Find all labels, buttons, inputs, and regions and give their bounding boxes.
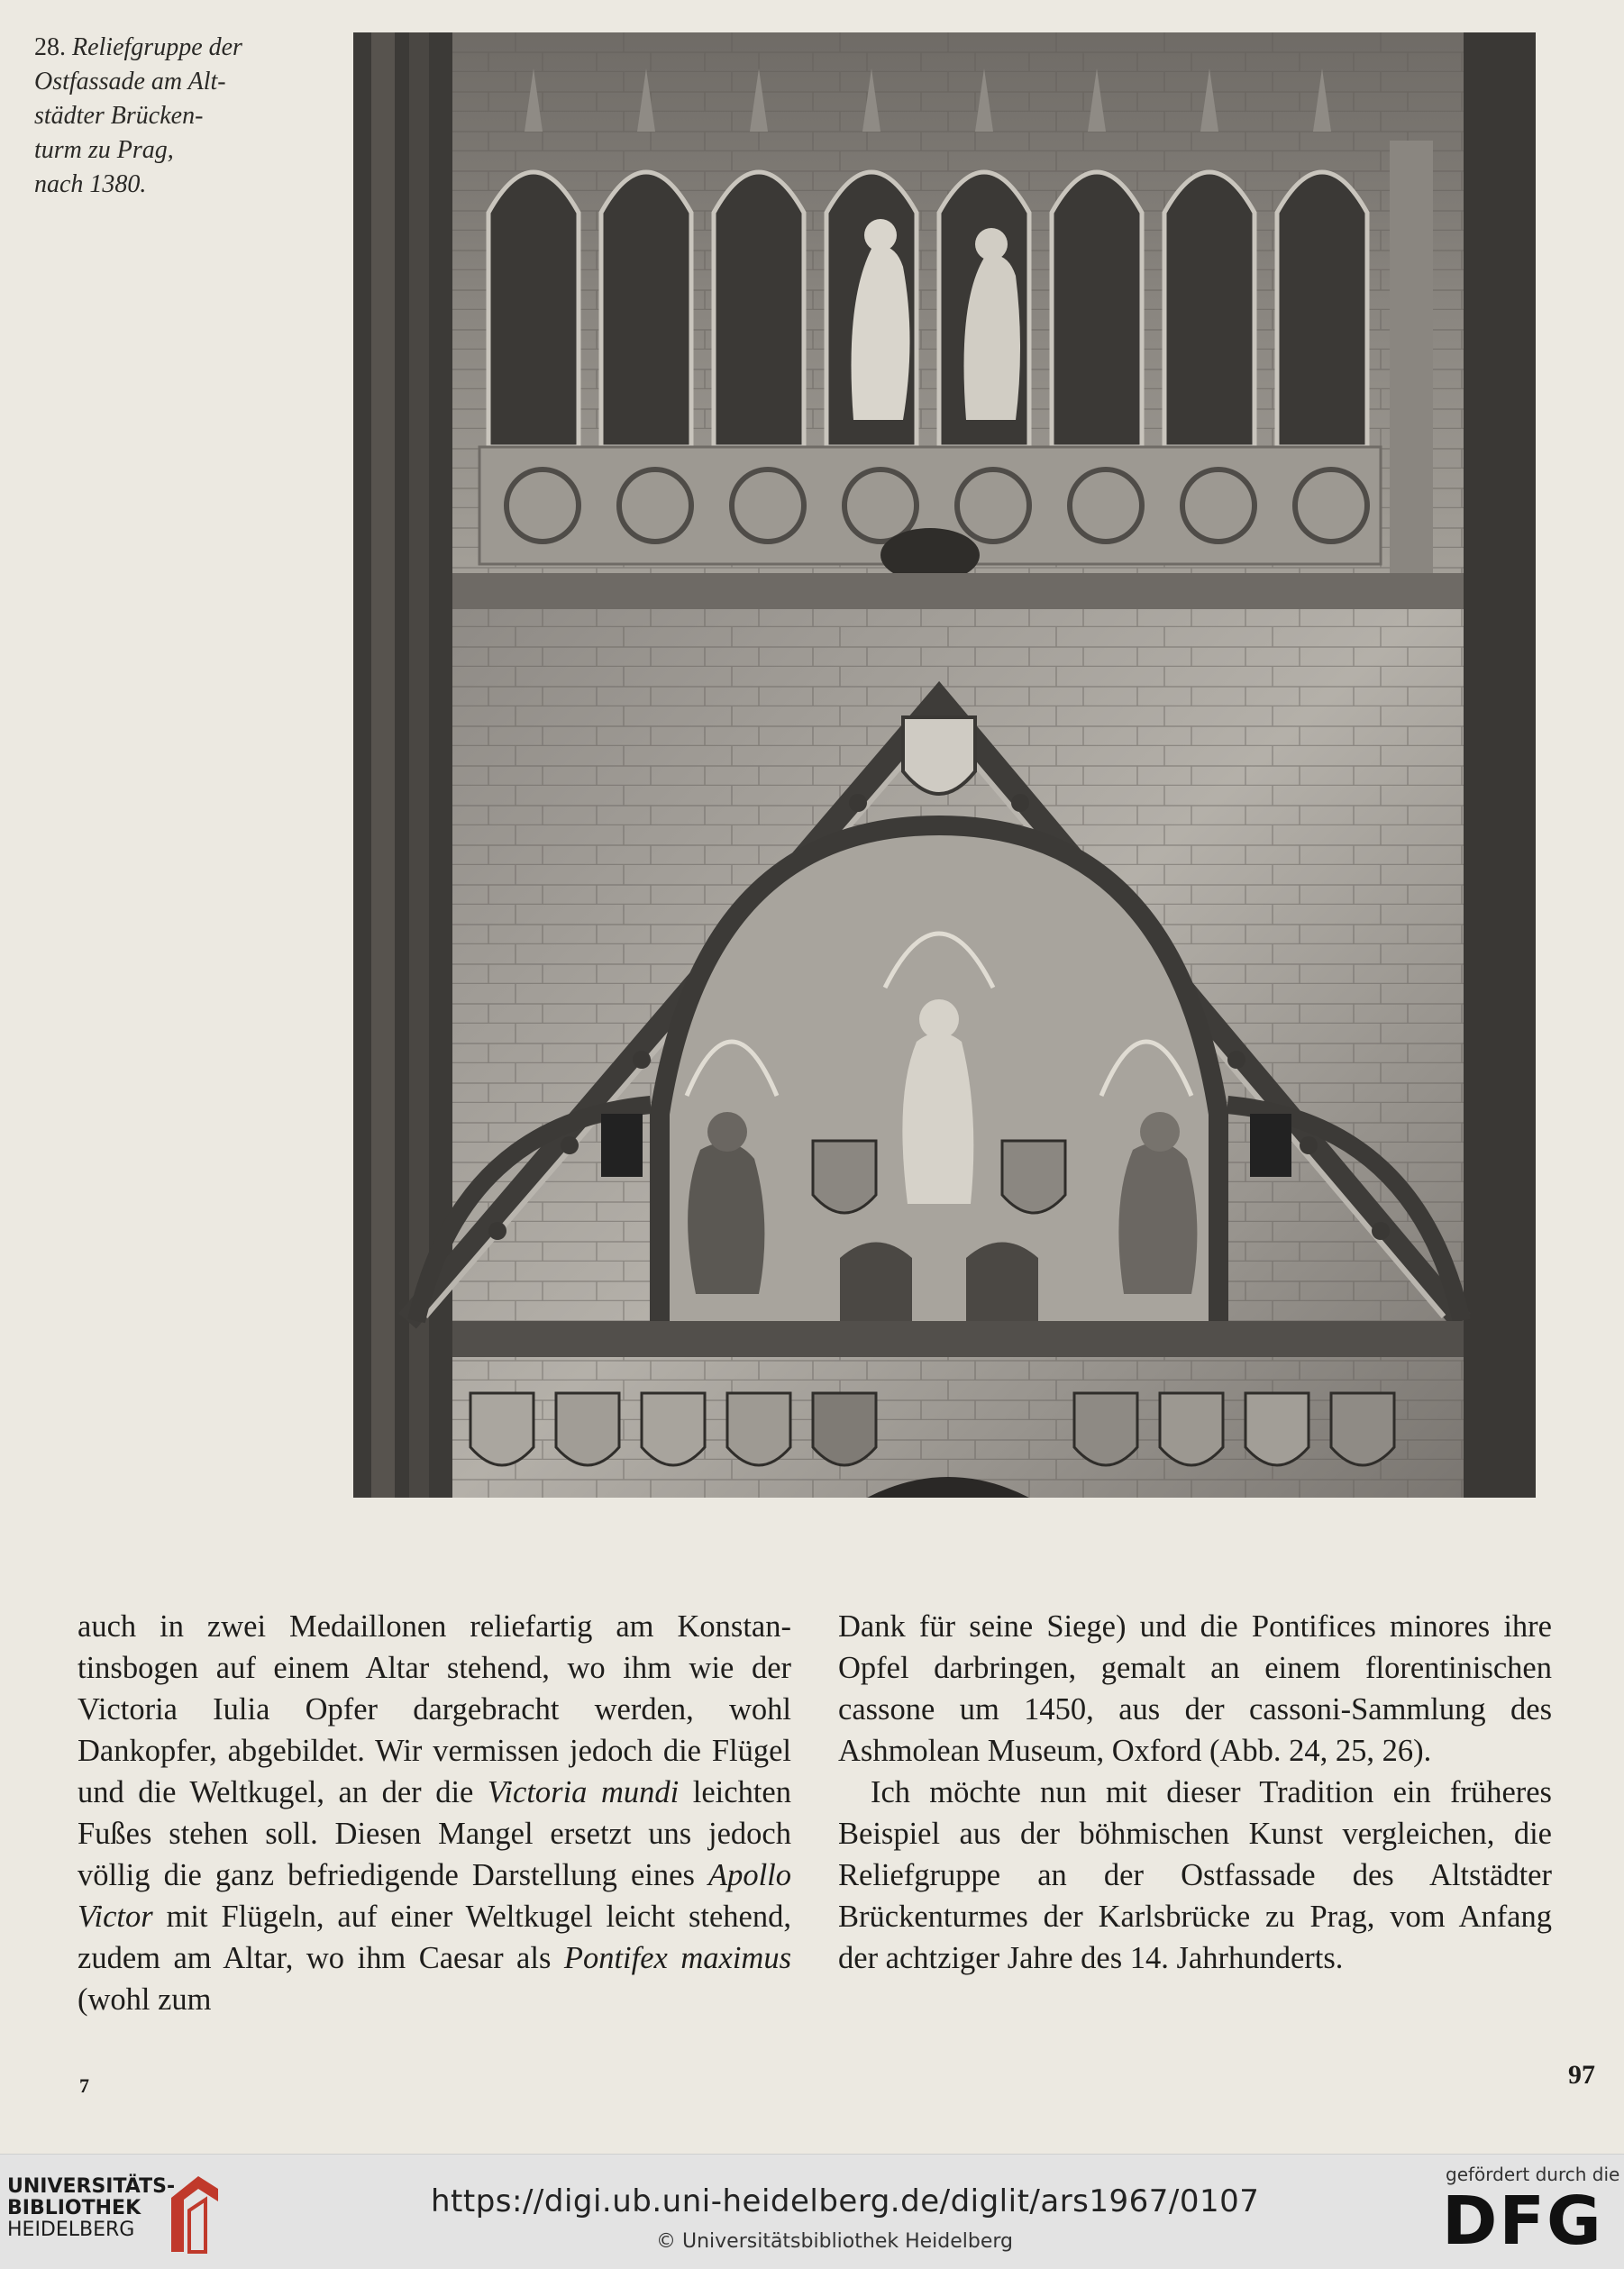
text-run: mit Flügeln, auf einer Weltkugel leicht stehend, zudem am Altar, wo ihm Caesar als bbox=[78, 1900, 791, 1975]
figure-caption bbox=[34, 31, 323, 202]
italic-term-apollo-victor: Apollo Victor bbox=[78, 1858, 791, 1934]
copyright-notice: © Universitätsbibliothek Heidelberg bbox=[656, 2230, 1014, 2253]
text-column-right bbox=[838, 1606, 1552, 1979]
library-line-2: BIBLIOTHEK bbox=[7, 2197, 141, 2219]
caption-line-3: städter Brücken- bbox=[34, 102, 204, 130]
caption-line-5: nach 1380. bbox=[34, 170, 147, 198]
caption-line-2: Ostfassade am Alt- bbox=[34, 68, 226, 96]
text-run: auch in zwei Medaillonen reliefartig am Konstantinsbogen auf einem Altar stehend, wo ihm wie der Victoria Iulia Opfer dargebracht werden, wohl Dankopfer, abgebildet. Wir vermissen jedoch die Flügel und die Weltkugel, an der die bbox=[78, 1609, 791, 1809]
italic-term-victoria-mundi: Victoria mundi bbox=[487, 1775, 680, 1809]
paragraph-right-2: Ich möchte nun mit dieser Tradition ein früheres Beispiel aus der böhmischen Kunst vergleichen, die Reliefgruppe an der Ostfassade des Altstädter Brückenturmes der Karlsbrücke zu Prag, vom Anfang der achtziger Jahre des 14. Jahrhunderts. bbox=[838, 1775, 1552, 1975]
funding-note: gefördert durch die bbox=[1446, 2164, 1620, 2185]
caption-line-1: Reliefgruppe der bbox=[72, 33, 242, 61]
permalink-url[interactable]: https://digi.ub.uni-heidelberg.de/diglit/ars1967/0107 bbox=[431, 2183, 1260, 2219]
relief-photograph-drawing bbox=[353, 32, 1536, 1498]
digitization-footer bbox=[0, 2154, 1624, 2269]
relief-photograph bbox=[353, 32, 1536, 1498]
library-line-3: HEIDELBERG bbox=[7, 2219, 135, 2241]
dfg-logo[interactable]: DFG bbox=[1442, 2182, 1603, 2260]
text-column-left bbox=[78, 1606, 791, 2020]
italic-term-pontifex-maximus: Pontifex maximus bbox=[563, 1941, 792, 1975]
text-run: (wohl zum bbox=[78, 1982, 212, 2017]
page-number: 97 bbox=[1568, 2060, 1595, 2090]
library-emblem-icon bbox=[162, 2171, 225, 2257]
paragraph-right-1: Dank für seine Siege) und die Pontifices minores ihre Opfel darbringen, gemalt an einem florentinischen cassone um 1450, aus der cassoni-Sammlung des Ashmolean Museum, Oxford (Abb. 24, 25, 26). bbox=[838, 1609, 1552, 1768]
caption-line-4: turm zu Prag, bbox=[34, 136, 174, 164]
library-logo-text[interactable] bbox=[7, 2176, 175, 2241]
figure-number: 28. bbox=[34, 33, 66, 61]
signature-mark: 7 bbox=[79, 2074, 89, 2097]
text-run: leichten Fußes stehen soll. Diesen Mangel ersetzt uns jedoch völlig die ganz befriedigende Darstellung eines bbox=[78, 1775, 791, 1892]
library-line-1: UNIVERSITÄTS- bbox=[7, 2175, 176, 2198]
paragraph-left-1 bbox=[78, 1606, 791, 2020]
